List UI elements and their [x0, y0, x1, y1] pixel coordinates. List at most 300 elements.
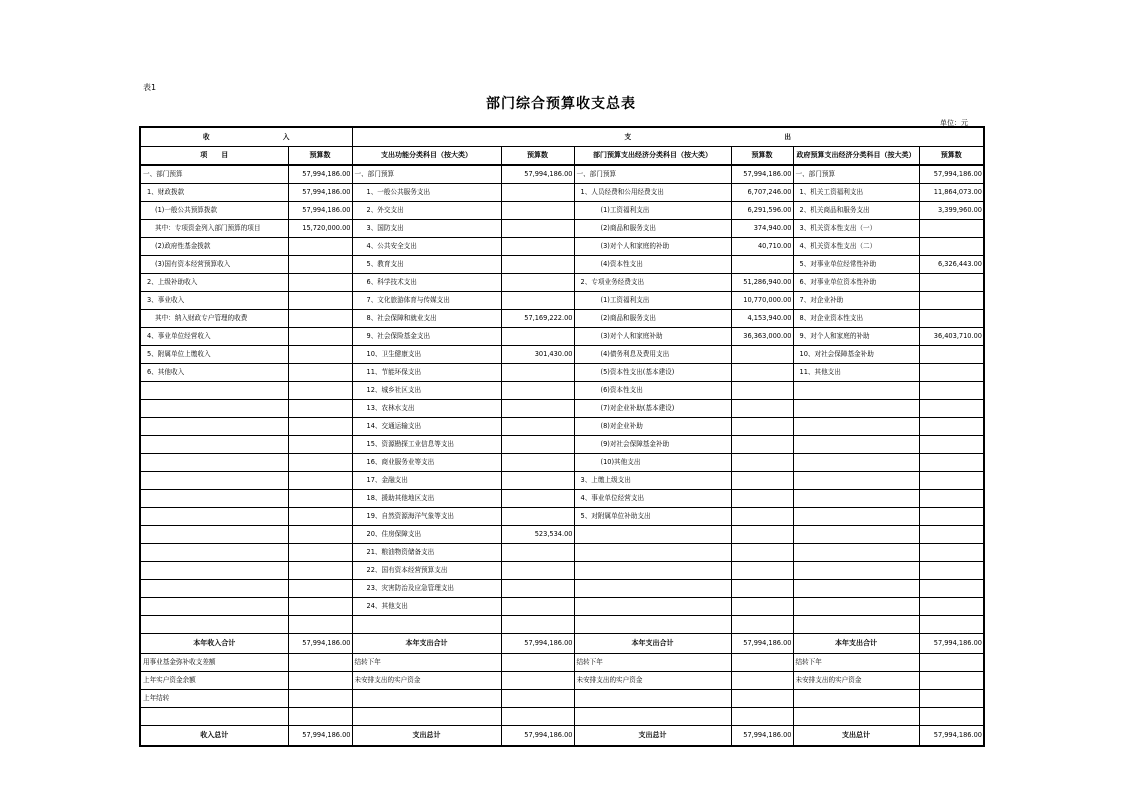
item-cell: 上年结转	[140, 690, 288, 708]
amount-cell	[731, 616, 793, 634]
item-cell	[574, 616, 731, 634]
amount-cell	[501, 508, 574, 526]
item-cell: 6、科学技术支出	[352, 274, 501, 292]
item-cell	[793, 382, 919, 400]
header-row-group	[140, 127, 984, 147]
amount-cell: 57,994,186.00	[288, 726, 352, 747]
item-cell	[140, 526, 288, 544]
item-cell: 用事业基金弥补收支差额	[140, 654, 288, 672]
col-amount-header: 预算数	[919, 147, 984, 166]
amount-cell: 57,994,186.00	[288, 202, 352, 220]
grand-totals-row	[140, 726, 984, 747]
amount-cell: 57,994,186.00	[288, 634, 352, 654]
item-cell	[793, 526, 919, 544]
amount-cell	[501, 292, 574, 310]
amount-cell	[731, 654, 793, 672]
table-row	[140, 184, 984, 202]
amount-cell: 57,169,222.00	[501, 310, 574, 328]
amount-cell	[919, 616, 984, 634]
table-row	[140, 690, 984, 708]
item-cell	[140, 598, 288, 616]
amount-cell	[731, 256, 793, 274]
table-row	[140, 202, 984, 220]
item-cell	[574, 708, 731, 726]
amount-cell	[501, 598, 574, 616]
item-cell: 9、社会保险基金支出	[352, 328, 501, 346]
amount-cell: 10,770,000.00	[731, 292, 793, 310]
item-cell: 21、粮油物资储备支出	[352, 544, 501, 562]
amount-cell: 6,707,246.00	[731, 184, 793, 202]
table-row	[140, 490, 984, 508]
item-cell	[574, 526, 731, 544]
amount-cell	[919, 238, 984, 256]
amount-cell	[288, 256, 352, 274]
amount-cell	[501, 672, 574, 690]
item-cell: 22、国有资本经营预算支出	[352, 562, 501, 580]
col-dept-econ-header: 部门预算支出经济分类科目（按大类）	[574, 147, 731, 166]
amount-cell: 11,864,073.00	[919, 184, 984, 202]
budget-table	[139, 126, 985, 747]
amount-cell	[288, 328, 352, 346]
amount-cell	[288, 490, 352, 508]
item-cell: (8)对企业补助	[574, 418, 731, 436]
unit-label: 单位：元	[940, 119, 968, 127]
item-cell: 结转下年	[793, 654, 919, 672]
item-cell: (2)商品和服务支出	[574, 310, 731, 328]
item-cell: 其中：专项资金列入部门预算的项目	[140, 220, 288, 238]
item-cell: 结转下年	[574, 654, 731, 672]
amount-cell: 57,994,186.00	[288, 184, 352, 202]
item-cell: 本年支出合计	[352, 634, 501, 654]
item-cell	[793, 400, 919, 418]
item-cell: 11、其他支出	[793, 364, 919, 382]
amount-cell	[731, 490, 793, 508]
item-cell: 13、农林水支出	[352, 400, 501, 418]
item-cell	[352, 708, 501, 726]
amount-cell	[731, 562, 793, 580]
item-cell	[793, 490, 919, 508]
item-cell: 7、对企业补助	[793, 292, 919, 310]
item-cell: 3、事业收入	[140, 292, 288, 310]
item-cell: 4、事业单位经营支出	[574, 490, 731, 508]
amount-cell	[288, 418, 352, 436]
item-cell: 6、对事业单位资本性补助	[793, 274, 919, 292]
amount-cell	[288, 292, 352, 310]
amount-cell	[919, 690, 984, 708]
amount-cell	[501, 436, 574, 454]
amount-cell	[731, 544, 793, 562]
amount-cell	[919, 436, 984, 454]
item-cell: 18、援助其他地区支出	[352, 490, 501, 508]
item-cell: 24、其他支出	[352, 598, 501, 616]
amount-cell	[731, 400, 793, 418]
amount-cell	[501, 544, 574, 562]
item-cell: 4、公共安全支出	[352, 238, 501, 256]
amount-cell	[288, 238, 352, 256]
item-cell	[793, 508, 919, 526]
table-row	[140, 508, 984, 526]
item-cell: (3)对个人和家庭补助	[574, 328, 731, 346]
item-cell: 14、交通运输支出	[352, 418, 501, 436]
item-cell	[793, 436, 919, 454]
item-cell	[352, 616, 501, 634]
item-cell: 其中：纳入财政专户管理的收费	[140, 310, 288, 328]
amount-cell	[501, 238, 574, 256]
table-row	[140, 654, 984, 672]
table-row	[140, 472, 984, 490]
item-cell: 收入总计	[140, 726, 288, 747]
amount-cell: 57,994,186.00	[919, 165, 984, 184]
expense-group-header: 支 出	[352, 127, 984, 147]
amount-cell: 301,430.00	[501, 346, 574, 364]
table-row	[140, 672, 984, 690]
item-cell: 20、住房保障支出	[352, 526, 501, 544]
item-cell: 1、人员经费和公用经费支出	[574, 184, 731, 202]
table-row	[140, 598, 984, 616]
amount-cell: 57,994,186.00	[288, 165, 352, 184]
table-row	[140, 310, 984, 328]
amount-cell: 374,940.00	[731, 220, 793, 238]
amount-cell: 3,399,960.00	[919, 202, 984, 220]
amount-cell	[288, 472, 352, 490]
amount-cell	[288, 436, 352, 454]
item-cell: (10)其他支出	[574, 454, 731, 472]
item-cell: 4、事业单位经营收入	[140, 328, 288, 346]
col-amount-header: 预算数	[501, 147, 574, 166]
item-cell	[574, 544, 731, 562]
item-cell: 1、财政拨款	[140, 184, 288, 202]
amount-cell	[731, 454, 793, 472]
amount-cell	[288, 654, 352, 672]
amount-cell	[501, 256, 574, 274]
table-row	[140, 238, 984, 256]
item-cell: 一、部门预算	[574, 165, 731, 184]
amount-cell	[288, 346, 352, 364]
amount-cell	[288, 708, 352, 726]
item-cell: 10、卫生健康支出	[352, 346, 501, 364]
table-row	[140, 400, 984, 418]
amount-cell	[919, 708, 984, 726]
item-cell: 1、一般公共服务支出	[352, 184, 501, 202]
item-cell	[140, 454, 288, 472]
amount-cell	[288, 562, 352, 580]
item-cell	[140, 490, 288, 508]
col-amount-header: 预算数	[288, 147, 352, 166]
amount-cell	[919, 544, 984, 562]
item-cell	[574, 598, 731, 616]
amount-cell	[501, 562, 574, 580]
table-row	[140, 454, 984, 472]
amount-cell	[731, 508, 793, 526]
amount-cell: 57,994,186.00	[501, 165, 574, 184]
amount-cell	[919, 418, 984, 436]
amount-cell	[501, 708, 574, 726]
item-cell: 未安排支出的实户资金	[793, 672, 919, 690]
amount-cell	[919, 364, 984, 382]
amount-cell	[501, 184, 574, 202]
table-row	[140, 708, 984, 726]
amount-cell	[501, 328, 574, 346]
amount-cell	[288, 382, 352, 400]
item-cell	[140, 472, 288, 490]
item-cell: 19、自然资源海洋气象等支出	[352, 508, 501, 526]
amount-cell	[501, 202, 574, 220]
item-cell: (6)资本性支出	[574, 382, 731, 400]
table-row	[140, 418, 984, 436]
amount-cell	[288, 580, 352, 598]
item-cell: 本年支出合计	[574, 634, 731, 654]
item-cell: 一、部门预算	[793, 165, 919, 184]
item-cell: 本年收入合计	[140, 634, 288, 654]
item-cell: 16、商业服务业等支出	[352, 454, 501, 472]
amount-cell	[731, 708, 793, 726]
table-row	[140, 562, 984, 580]
item-cell	[140, 400, 288, 418]
item-cell: 一、部门预算	[140, 165, 288, 184]
table-row	[140, 346, 984, 364]
amount-cell	[731, 580, 793, 598]
amount-cell: 57,994,186.00	[919, 726, 984, 747]
item-cell	[793, 472, 919, 490]
amount-cell: 57,994,186.00	[919, 634, 984, 654]
table-row	[140, 292, 984, 310]
amount-cell	[919, 580, 984, 598]
amount-cell: 4,153,940.00	[731, 310, 793, 328]
item-cell: (3)国有资本经营预算收入	[140, 256, 288, 274]
table-row	[140, 436, 984, 454]
amount-cell	[919, 490, 984, 508]
amount-cell	[501, 690, 574, 708]
item-cell: 未安排支出的实户资金	[574, 672, 731, 690]
table-row	[140, 220, 984, 238]
item-cell: 5、对事业单位经常性补助	[793, 256, 919, 274]
amount-cell	[731, 690, 793, 708]
table-row	[140, 526, 984, 544]
item-cell: 11、节能环保支出	[352, 364, 501, 382]
item-cell: 2、机关商品和服务支出	[793, 202, 919, 220]
amount-cell	[288, 690, 352, 708]
amount-cell	[731, 598, 793, 616]
item-cell: 支出总计	[352, 726, 501, 747]
item-cell	[793, 616, 919, 634]
table-row	[140, 616, 984, 634]
table-row	[140, 364, 984, 382]
amount-cell	[288, 508, 352, 526]
amount-cell	[919, 274, 984, 292]
amount-cell	[501, 382, 574, 400]
item-cell: (4)资本性支出	[574, 256, 731, 274]
item-cell	[574, 690, 731, 708]
amount-cell	[288, 616, 352, 634]
amount-cell: 6,326,443.00	[919, 256, 984, 274]
item-cell	[140, 418, 288, 436]
amount-cell	[501, 454, 574, 472]
amount-cell	[919, 654, 984, 672]
amount-cell	[919, 292, 984, 310]
item-cell	[793, 544, 919, 562]
amount-cell	[501, 654, 574, 672]
amount-cell	[288, 526, 352, 544]
amount-cell	[919, 598, 984, 616]
item-cell	[793, 708, 919, 726]
item-cell: 7、文化旅游体育与传媒支出	[352, 292, 501, 310]
amount-cell	[731, 526, 793, 544]
item-cell: 上年实户资金余额	[140, 672, 288, 690]
amount-cell	[919, 472, 984, 490]
item-cell	[140, 382, 288, 400]
amount-cell: 51,286,940.00	[731, 274, 793, 292]
item-cell: 5、对附属单位补助支出	[574, 508, 731, 526]
col-func-header: 支出功能分类科目（按大类）	[352, 147, 501, 166]
table-row	[140, 274, 984, 292]
amount-cell	[919, 454, 984, 472]
amount-cell: 57,994,186.00	[501, 726, 574, 747]
item-cell: (1)工资福利支出	[574, 292, 731, 310]
item-cell	[793, 454, 919, 472]
amount-cell	[731, 346, 793, 364]
amount-cell: 523,534.00	[501, 526, 574, 544]
table-row	[140, 328, 984, 346]
item-cell: 10、对社会保障基金补助	[793, 346, 919, 364]
item-cell	[793, 690, 919, 708]
amount-cell: 57,994,186.00	[501, 634, 574, 654]
item-cell: 1、机关工资福利支出	[793, 184, 919, 202]
amount-cell	[919, 310, 984, 328]
totals-row	[140, 634, 984, 654]
item-cell	[140, 544, 288, 562]
amount-cell	[919, 382, 984, 400]
item-cell: 2、外交支出	[352, 202, 501, 220]
item-cell: 5、附属单位上缴收入	[140, 346, 288, 364]
item-cell	[140, 580, 288, 598]
table-row	[140, 544, 984, 562]
amount-cell	[731, 672, 793, 690]
item-cell: 9、对个人和家庭的补助	[793, 328, 919, 346]
item-cell: 支出总计	[574, 726, 731, 747]
item-cell: 12、城乡社区支出	[352, 382, 501, 400]
item-cell: 结转下年	[352, 654, 501, 672]
item-cell: (2)商品和服务支出	[574, 220, 731, 238]
item-cell: 2、上级补助收入	[140, 274, 288, 292]
item-cell: 3、机关资本性支出（一）	[793, 220, 919, 238]
item-cell	[793, 598, 919, 616]
amount-cell	[731, 472, 793, 490]
item-cell: 一、部门预算	[352, 165, 501, 184]
table-row	[140, 256, 984, 274]
amount-cell	[919, 526, 984, 544]
amount-cell	[501, 580, 574, 598]
item-cell: 3、上缴上级支出	[574, 472, 731, 490]
amount-cell	[501, 490, 574, 508]
item-cell: (3)对个人和家庭的补助	[574, 238, 731, 256]
amount-cell	[288, 544, 352, 562]
item-cell: (2)政府性基金拨款	[140, 238, 288, 256]
amount-cell	[288, 310, 352, 328]
amount-cell	[288, 364, 352, 382]
item-cell: 6、其他收入	[140, 364, 288, 382]
item-cell: (4)债务利息及费用支出	[574, 346, 731, 364]
col-item-header: 项 目	[140, 147, 288, 166]
item-cell: (5)资本性支出(基本建设)	[574, 364, 731, 382]
amount-cell	[919, 400, 984, 418]
item-cell	[574, 580, 731, 598]
item-cell: 支出总计	[793, 726, 919, 747]
amount-cell: 57,994,186.00	[731, 634, 793, 654]
item-cell: 未安排支出的实户资金	[352, 672, 501, 690]
amount-cell: 40,710.00	[731, 238, 793, 256]
item-cell: 15、资源勘探工业信息等支出	[352, 436, 501, 454]
page-title: 部门综合预算收支总表	[486, 96, 636, 112]
amount-cell	[731, 418, 793, 436]
item-cell: 4、机关资本性支出（二）	[793, 238, 919, 256]
amount-cell: 36,403,710.00	[919, 328, 984, 346]
amount-cell	[501, 472, 574, 490]
col-gov-econ-header: 政府预算支出经济分类科目（按大类）	[793, 147, 919, 166]
col-amount-header: 预算数	[731, 147, 793, 166]
item-cell: 8、对企业资本性支出	[793, 310, 919, 328]
item-cell: (7)对企业补助(基本建设)	[574, 400, 731, 418]
amount-cell	[731, 382, 793, 400]
amount-cell	[919, 346, 984, 364]
table-label: 表1	[143, 83, 157, 92]
item-cell: 5、教育支出	[352, 256, 501, 274]
amount-cell	[501, 364, 574, 382]
item-cell	[793, 580, 919, 598]
amount-cell: 57,994,186.00	[731, 165, 793, 184]
amount-cell: 15,720,000.00	[288, 220, 352, 238]
table-row	[140, 165, 984, 184]
item-cell: 23、灾害防治及应急管理支出	[352, 580, 501, 598]
amount-cell	[919, 562, 984, 580]
item-cell	[352, 690, 501, 708]
item-cell: 17、金融支出	[352, 472, 501, 490]
amount-cell	[288, 598, 352, 616]
amount-cell	[731, 364, 793, 382]
amount-cell: 36,363,000.00	[731, 328, 793, 346]
amount-cell	[288, 400, 352, 418]
amount-cell	[501, 220, 574, 238]
item-cell	[140, 562, 288, 580]
amount-cell	[288, 454, 352, 472]
amount-cell	[288, 672, 352, 690]
table-row	[140, 580, 984, 598]
table-row	[140, 382, 984, 400]
amount-cell	[731, 436, 793, 454]
amount-cell	[919, 508, 984, 526]
item-cell	[574, 562, 731, 580]
item-cell: (1)一般公共预算拨款	[140, 202, 288, 220]
amount-cell	[919, 220, 984, 238]
item-cell: 2、专项业务经费支出	[574, 274, 731, 292]
amount-cell	[501, 274, 574, 292]
item-cell: 3、国防支出	[352, 220, 501, 238]
amount-cell: 57,994,186.00	[731, 726, 793, 747]
item-cell	[140, 436, 288, 454]
header-row-columns	[140, 147, 984, 166]
item-cell: (1)工资福利支出	[574, 202, 731, 220]
item-cell: (9)对社会保障基金补助	[574, 436, 731, 454]
item-cell	[140, 708, 288, 726]
item-cell	[140, 508, 288, 526]
amount-cell	[288, 274, 352, 292]
item-cell: 8、社会保障和就业支出	[352, 310, 501, 328]
item-cell	[140, 616, 288, 634]
income-group-header: 收 入	[140, 127, 352, 147]
amount-cell	[919, 672, 984, 690]
amount-cell	[501, 418, 574, 436]
amount-cell: 6,291,596.00	[731, 202, 793, 220]
item-cell	[793, 418, 919, 436]
